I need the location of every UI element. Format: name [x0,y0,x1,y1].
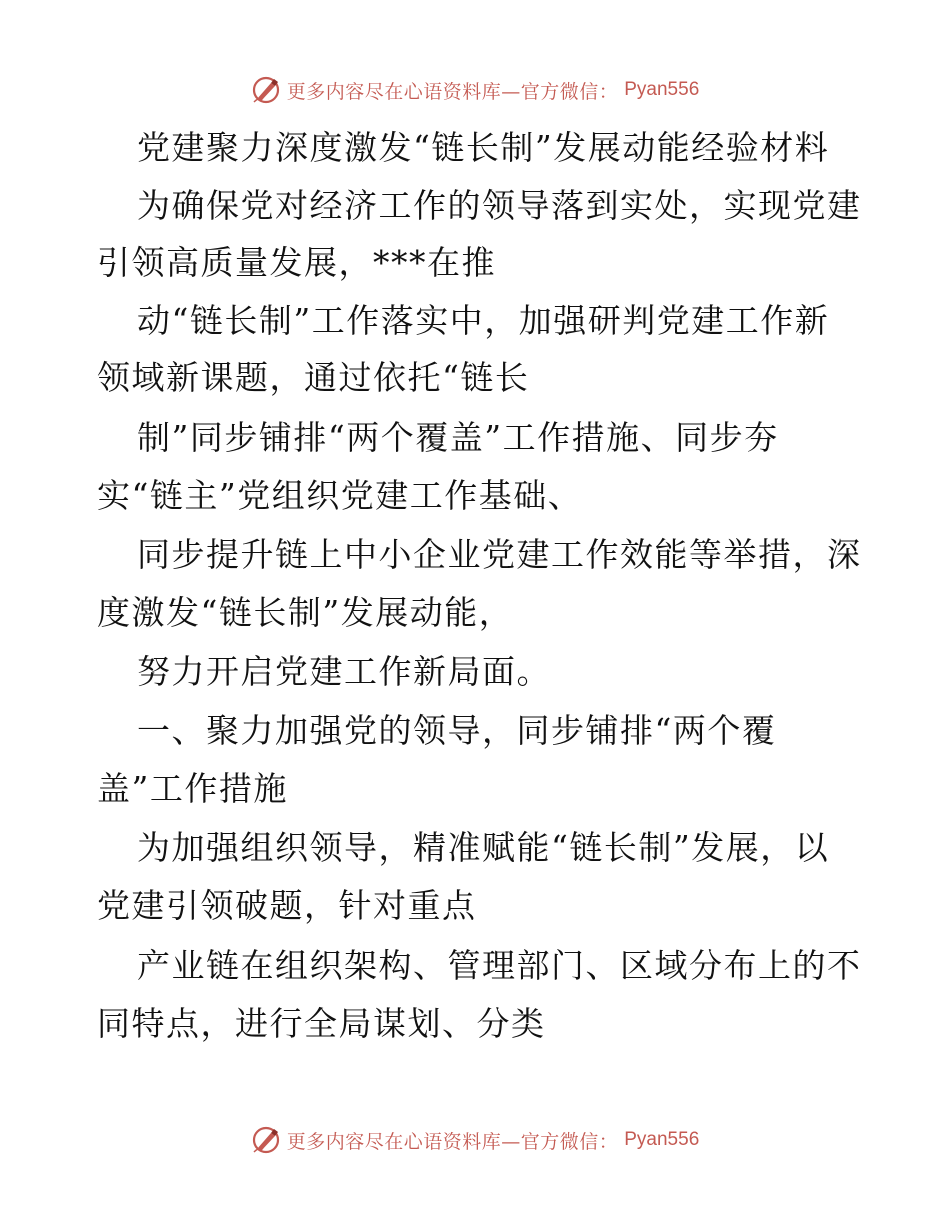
paragraph-line: 制”同步铺排“两个覆盖”工作措施、同步夯 [137,418,779,457]
section-heading: 一、聚力加强党的领导，同步铺排“两个覆 [137,711,777,750]
banner-text: 更多内容尽在心语资料库—官方微信： [286,80,619,103]
banner-wechat-id: Pyan556 [624,79,700,100]
paragraph-line: 努力开启党建工作新局面。 [137,652,551,691]
paragraph-line: 为加强组织领导，精准赋能“链长制”发展，以 [137,828,830,867]
banner-wechat-id: Pyan556 [624,1129,700,1150]
document-title: 党建聚力深度激发“链长制”发展动能经验材料 [137,128,830,167]
pen-logo-icon [251,75,281,105]
paragraph-line: 党建引领破题，针对重点 [97,886,477,925]
paragraph-line: 同特点，进行全局谋划、分类 [97,1004,546,1043]
paragraph-line: 引领高质量发展，***在推 [97,243,496,282]
paragraph-line: 实“链主”党组织党建工作基础、 [97,476,583,515]
banner-text: 更多内容尽在心语资料库—官方微信： [286,1130,619,1153]
header-banner [0,70,950,110]
paragraph-line: 同步提升链上中小企业党建工作效能等举措，深 [137,535,862,574]
pen-logo-icon [251,1125,281,1155]
paragraph-line: 领域新课题，通过依托“链长 [97,358,530,397]
paragraph-line: 度激发“链长制”发展动能， [97,593,514,632]
paragraph-line: 产业链在组织架构、管理部门、区域分布上的不 [137,946,862,985]
footer-banner [0,1120,950,1160]
paragraph-line: 为确保党对经济工作的领导落到实处，实现党建 [137,186,862,225]
paragraph-line: 动“链长制”工作落实中，加强研判党建工作新 [137,301,830,340]
section-heading: 盖”工作措施 [97,769,288,808]
